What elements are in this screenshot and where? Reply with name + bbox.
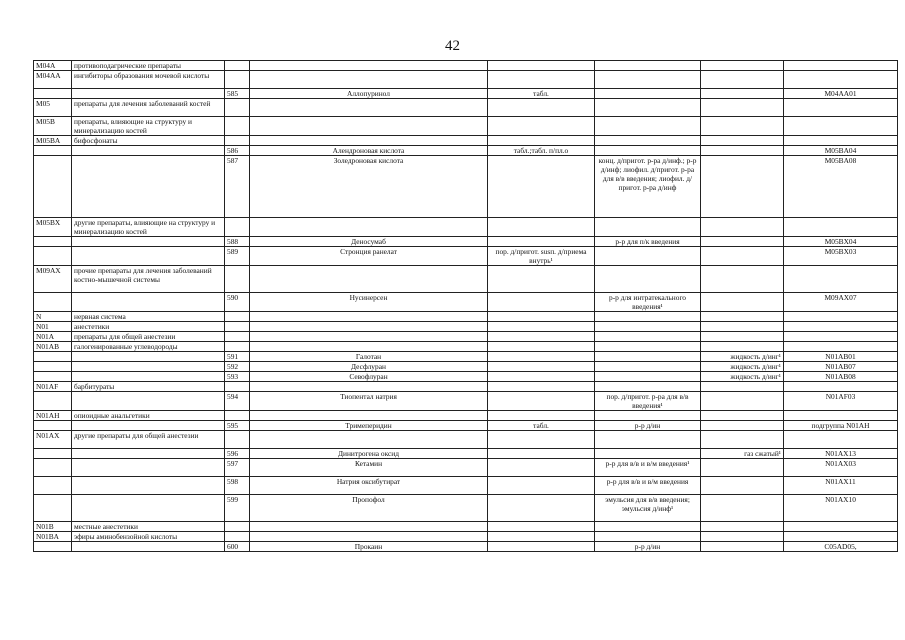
atc-drug-code-cell: N01AX10 — [784, 495, 898, 522]
table-row — [34, 237, 898, 247]
dosage-form-cell — [488, 218, 595, 237]
dosage-form-cell — [488, 266, 595, 293]
atc-drug-code-cell: подгруппа N01AH — [784, 421, 898, 431]
row-number-cell: 595 — [225, 421, 250, 431]
dosage-form-cell — [701, 477, 784, 495]
dosage-form-cell — [701, 382, 784, 392]
row-number-cell: 593 — [225, 372, 250, 382]
dosage-form-cell — [595, 382, 701, 392]
group-name-cell: местные анестетики — [72, 522, 225, 532]
atc-code-cell — [34, 146, 72, 156]
table-row — [34, 293, 898, 312]
atc-drug-code-cell — [784, 411, 898, 421]
dosage-form-cell — [488, 532, 595, 542]
dosage-form-cell — [701, 495, 784, 522]
group-name-cell: препараты, влияющие на структуру и минерализацию костей — [72, 117, 225, 136]
drug-name-cell: Кетамин — [250, 459, 488, 477]
dosage-form-cell — [701, 312, 784, 322]
atc-code-cell — [34, 421, 72, 431]
atc-drug-code-cell: N01AX11 — [784, 477, 898, 495]
row-number-cell — [225, 532, 250, 542]
drug-name-cell — [250, 342, 488, 352]
group-name-cell: бифосфонаты — [72, 136, 225, 146]
dosage-form-cell — [595, 522, 701, 532]
row-number-cell — [225, 117, 250, 136]
atc-drug-code-cell: M05BX04 — [784, 237, 898, 247]
atc-drug-code-cell — [784, 61, 898, 71]
dosage-form-cell — [595, 411, 701, 421]
atc-code-cell: N01AH — [34, 411, 72, 421]
group-name-cell: другие препараты для общей анестезии — [72, 431, 225, 449]
dosage-form-cell — [488, 332, 595, 342]
atc-code-cell — [34, 89, 72, 99]
row-number-cell — [225, 71, 250, 89]
atc-code-cell: N01AF — [34, 382, 72, 392]
dosage-form-cell: пор. д/пригот. susп. д/приема внутрь¹ — [488, 247, 595, 266]
row-number-cell — [225, 382, 250, 392]
dosage-form-cell: конц. д/пригот. р-ра д/инф.; р-р д/инф; лиофил. д/пригот. р-ра для в/в введения; лиофил. д/пригот. р-ра д/инф — [595, 156, 701, 218]
dosage-form-cell — [595, 431, 701, 449]
dosage-form-cell — [488, 322, 595, 332]
group-name-cell — [72, 146, 225, 156]
drug-name-cell: Золедроновая кислота — [250, 156, 488, 218]
drug-name-cell: Пропофол — [250, 495, 488, 522]
dosage-form-cell — [701, 117, 784, 136]
dosage-form-cell — [488, 312, 595, 322]
table-row — [34, 411, 898, 421]
dosage-form-cell: р-р д/ин — [595, 421, 701, 431]
dosage-form-cell — [488, 136, 595, 146]
dosage-form-cell — [595, 312, 701, 322]
table-row — [34, 362, 898, 372]
atc-drug-code-cell: N01AB08 — [784, 372, 898, 382]
group-name-cell — [72, 459, 225, 477]
group-name-cell — [72, 477, 225, 495]
drug-name-cell: Динитрогена оксид — [250, 449, 488, 459]
drug-name-cell — [250, 332, 488, 342]
dosage-form-cell — [488, 522, 595, 532]
dosage-form-cell — [488, 61, 595, 71]
row-number-cell — [225, 99, 250, 117]
atc-code-cell: N01A — [34, 332, 72, 342]
table-row — [34, 146, 898, 156]
dosage-form-cell — [488, 156, 595, 218]
table-row — [34, 156, 898, 218]
dosage-form-cell — [488, 352, 595, 362]
drug-name-cell: Натрия оксибутират — [250, 477, 488, 495]
row-number-cell: 594 — [225, 392, 250, 411]
table-row — [34, 372, 898, 382]
drug-name-cell — [250, 218, 488, 237]
dosage-form-cell — [701, 146, 784, 156]
dosage-form-cell — [488, 293, 595, 312]
atc-drug-code-cell: N01AB07 — [784, 362, 898, 372]
table-row — [34, 382, 898, 392]
atc-drug-code-cell — [784, 322, 898, 332]
row-number-cell — [225, 431, 250, 449]
dosage-form-cell: жидкость д/инг¹ — [701, 362, 784, 372]
atc-drug-code-cell: N01AX03 — [784, 459, 898, 477]
group-name-cell — [72, 293, 225, 312]
dosage-form-cell — [488, 477, 595, 495]
dosage-form-cell — [488, 71, 595, 89]
table-row — [34, 459, 898, 477]
drug-name-cell — [250, 532, 488, 542]
group-name-cell: эфиры аминобензойной кислоты — [72, 532, 225, 542]
atc-drug-code-cell: M05BA04 — [784, 146, 898, 156]
atc-drug-code-cell: C05AD05, — [784, 542, 898, 552]
atc-code-cell: M05B — [34, 117, 72, 136]
group-name-cell — [72, 247, 225, 266]
dosage-form-cell — [595, 136, 701, 146]
atc-drug-code-cell — [784, 266, 898, 293]
page-number: 42 — [445, 38, 460, 54]
dosage-form-cell — [488, 99, 595, 117]
atc-drug-code-cell — [784, 342, 898, 352]
group-name-cell: нервная система — [72, 312, 225, 322]
atc-code-cell: M04A — [34, 61, 72, 71]
drug-name-cell — [250, 117, 488, 136]
table-row — [34, 312, 898, 322]
group-name-cell — [72, 372, 225, 382]
dosage-form-cell — [701, 421, 784, 431]
dosage-form-cell — [488, 237, 595, 247]
group-name-cell: противоподагрические препараты — [72, 61, 225, 71]
drug-name-cell — [250, 61, 488, 71]
atc-drug-code-cell — [784, 382, 898, 392]
atc-code-cell — [34, 362, 72, 372]
atc-code-cell — [34, 477, 72, 495]
group-name-cell: опиоидные анальгетики — [72, 411, 225, 421]
atc-code-cell: N01 — [34, 322, 72, 332]
group-name-cell: анестетики — [72, 322, 225, 332]
group-name-cell — [72, 89, 225, 99]
atc-drug-code-cell: N01AB01 — [784, 352, 898, 362]
atc-code-cell: N01BA — [34, 532, 72, 542]
table-row — [34, 532, 898, 542]
dosage-form-cell — [701, 89, 784, 99]
dosage-form-cell — [701, 71, 784, 89]
atc-drug-code-cell: M05BX03 — [784, 247, 898, 266]
atc-drug-code-cell — [784, 312, 898, 322]
dosage-form-cell — [701, 247, 784, 266]
group-name-cell: другие препараты, влияющие на структуру и минерализацию костей — [72, 218, 225, 237]
dosage-form-cell: р-р д/ин — [595, 542, 701, 552]
table-row — [34, 352, 898, 362]
drug-name-cell — [250, 136, 488, 146]
drug-name-cell: Десфлуран — [250, 362, 488, 372]
table-row — [34, 477, 898, 495]
drug-name-cell: Аллопуринол — [250, 89, 488, 99]
dosage-form-cell — [488, 372, 595, 382]
row-number-cell — [225, 218, 250, 237]
dosage-form-cell — [595, 372, 701, 382]
dosage-form-cell — [701, 293, 784, 312]
dosage-form-cell: эмульсия для в/в введения; эмульсия д/инф¹ — [595, 495, 701, 522]
dosage-form-cell — [595, 61, 701, 71]
atc-code-cell — [34, 293, 72, 312]
atc-code-cell — [34, 542, 72, 552]
atc-code-cell: M05 — [34, 99, 72, 117]
dosage-form-cell — [701, 542, 784, 552]
drug-name-cell — [250, 322, 488, 332]
dosage-form-cell — [488, 495, 595, 522]
drug-name-cell — [250, 312, 488, 322]
atc-drug-code-cell — [784, 332, 898, 342]
dosage-form-cell — [595, 362, 701, 372]
dosage-form-cell — [488, 542, 595, 552]
drug-name-cell: Прокаин — [250, 542, 488, 552]
atc-drug-code-cell — [784, 71, 898, 89]
group-name-cell: прочие препараты для лечения заболеваний костно-мышечной системы — [72, 266, 225, 293]
table-row — [34, 218, 898, 237]
row-number-cell: 589 — [225, 247, 250, 266]
dosage-form-cell — [701, 237, 784, 247]
row-number-cell: 596 — [225, 449, 250, 459]
atc-drug-code-cell — [784, 532, 898, 542]
dosage-form-cell — [488, 431, 595, 449]
dosage-form-cell — [595, 449, 701, 459]
row-number-cell — [225, 411, 250, 421]
dosage-form-cell — [701, 322, 784, 332]
dosage-form-cell — [701, 532, 784, 542]
row-number-cell: 599 — [225, 495, 250, 522]
table-row — [34, 495, 898, 522]
row-number-cell — [225, 332, 250, 342]
atc-drug-code-cell — [784, 99, 898, 117]
dosage-form-cell — [701, 342, 784, 352]
row-number-cell — [225, 312, 250, 322]
dosage-form-cell — [488, 459, 595, 477]
drug-register-table — [33, 60, 898, 552]
group-name-cell — [72, 352, 225, 362]
dosage-form-cell — [701, 431, 784, 449]
dosage-form-cell — [595, 117, 701, 136]
table-row — [34, 136, 898, 146]
table-row — [34, 99, 898, 117]
group-name-cell: ингибиторы образования мочевой кислоты — [72, 71, 225, 89]
dosage-form-cell: пор. д/пригот. р-ра для в/в введения¹ — [595, 392, 701, 411]
drug-name-cell: Севофлуран — [250, 372, 488, 382]
drug-name-cell — [250, 266, 488, 293]
dosage-form-cell — [595, 322, 701, 332]
row-number-cell — [225, 61, 250, 71]
atc-drug-code-cell — [784, 136, 898, 146]
table-row — [34, 89, 898, 99]
group-name-cell — [72, 421, 225, 431]
drug-name-cell: Галотан — [250, 352, 488, 362]
dosage-form-cell — [595, 332, 701, 342]
group-name-cell — [72, 449, 225, 459]
dosage-form-cell — [595, 532, 701, 542]
atc-drug-code-cell: M04AA01 — [784, 89, 898, 99]
table-row — [34, 421, 898, 431]
atc-code-cell: N01AB — [34, 342, 72, 352]
group-name-cell: галогенированные углеводороды — [72, 342, 225, 352]
atc-drug-code-cell: M05BA08 — [784, 156, 898, 218]
atc-drug-code-cell: N01AF03 — [784, 392, 898, 411]
dosage-form-cell — [701, 411, 784, 421]
dosage-form-cell — [701, 218, 784, 237]
dosage-form-cell — [701, 332, 784, 342]
group-name-cell: барбитураты — [72, 382, 225, 392]
atc-code-cell — [34, 459, 72, 477]
dosage-form-cell — [488, 117, 595, 136]
dosage-form-cell: р-р для п/к введения — [595, 237, 701, 247]
atc-drug-code-cell — [784, 431, 898, 449]
drug-name-cell: Тримеперидин — [250, 421, 488, 431]
table-row — [34, 117, 898, 136]
group-name-cell — [72, 392, 225, 411]
row-number-cell: 590 — [225, 293, 250, 312]
dosage-form-cell: р-р для интратекального введения¹ — [595, 293, 701, 312]
table-row — [34, 247, 898, 266]
dosage-form-cell — [701, 61, 784, 71]
atc-code-cell: M05BA — [34, 136, 72, 146]
atc-code-cell: M09AX — [34, 266, 72, 293]
row-number-cell: 598 — [225, 477, 250, 495]
dosage-form-cell — [595, 146, 701, 156]
row-number-cell: 592 — [225, 362, 250, 372]
drug-name-cell — [250, 522, 488, 532]
dosage-form-cell: табл.;табл. п/пл.о — [488, 146, 595, 156]
atc-code-cell — [34, 247, 72, 266]
row-number-cell: 587 — [225, 156, 250, 218]
atc-code-cell: N01B — [34, 522, 72, 532]
dosage-form-cell — [488, 411, 595, 421]
row-number-cell — [225, 322, 250, 332]
atc-drug-code-cell: N01AX13 — [784, 449, 898, 459]
row-number-cell — [225, 266, 250, 293]
drug-name-cell: Стронция ранелат — [250, 247, 488, 266]
group-name-cell — [72, 362, 225, 372]
drug-name-cell: Деносумаб — [250, 237, 488, 247]
drug-name-cell: Нусинерсен — [250, 293, 488, 312]
dosage-form-cell: р-р для в/в и в/м введения — [595, 477, 701, 495]
table-row — [34, 61, 898, 71]
atc-drug-code-cell — [784, 522, 898, 532]
group-name-cell — [72, 237, 225, 247]
atc-code-cell — [34, 449, 72, 459]
dosage-form-cell — [701, 156, 784, 218]
dosage-form-cell — [595, 342, 701, 352]
dosage-form-cell — [595, 99, 701, 117]
drug-name-cell — [250, 411, 488, 421]
atc-code-cell — [34, 156, 72, 218]
drug-name-cell: Тиопентал натрия — [250, 392, 488, 411]
table-row — [34, 266, 898, 293]
row-number-cell: 600 — [225, 542, 250, 552]
table-row — [34, 542, 898, 552]
table-row — [34, 449, 898, 459]
dosage-form-cell — [595, 266, 701, 293]
table-row — [34, 431, 898, 449]
row-number-cell: 588 — [225, 237, 250, 247]
dosage-form-cell — [488, 449, 595, 459]
dosage-form-cell — [595, 352, 701, 362]
drug-name-cell — [250, 431, 488, 449]
row-number-cell: 586 — [225, 146, 250, 156]
dosage-form-cell — [595, 247, 701, 266]
dosage-form-cell — [701, 522, 784, 532]
dosage-form-cell — [488, 382, 595, 392]
group-name-cell — [72, 495, 225, 522]
atc-code-cell: N — [34, 312, 72, 322]
atc-code-cell: N01AX — [34, 431, 72, 449]
atc-code-cell — [34, 495, 72, 522]
row-number-cell — [225, 522, 250, 532]
drug-name-cell — [250, 99, 488, 117]
dosage-form-cell — [488, 392, 595, 411]
dosage-form-cell: жидкость д/инг¹ — [701, 372, 784, 382]
dosage-form-cell: газ сжатый¹ — [701, 449, 784, 459]
row-number-cell — [225, 342, 250, 352]
drug-name-cell — [250, 71, 488, 89]
dosage-form-cell: табл. — [488, 421, 595, 431]
table-row — [34, 71, 898, 89]
table-row — [34, 342, 898, 352]
dosage-form-cell — [701, 392, 784, 411]
dosage-form-cell: табл. — [488, 89, 595, 99]
dosage-form-cell — [701, 459, 784, 477]
drug-name-cell — [250, 382, 488, 392]
atc-code-cell — [34, 392, 72, 411]
atc-code-cell: M05BX — [34, 218, 72, 237]
drug-name-cell: Алендроновая кислота — [250, 146, 488, 156]
group-name-cell — [72, 542, 225, 552]
row-number-cell: 591 — [225, 352, 250, 362]
dosage-form-cell — [595, 89, 701, 99]
dosage-form-cell — [488, 362, 595, 372]
table-row — [34, 392, 898, 411]
atc-code-cell — [34, 237, 72, 247]
table-row — [34, 522, 898, 532]
group-name-cell: препараты для лечения заболеваний костей — [72, 99, 225, 117]
atc-drug-code-cell — [784, 218, 898, 237]
group-name-cell: препараты для общей анестезии — [72, 332, 225, 342]
atc-code-cell — [34, 372, 72, 382]
atc-code-cell — [34, 352, 72, 362]
row-number-cell: 597 — [225, 459, 250, 477]
table-row — [34, 322, 898, 332]
dosage-form-cell: р-р для в/в и в/м введения¹ — [595, 459, 701, 477]
dosage-form-cell — [595, 71, 701, 89]
dosage-form-cell — [595, 218, 701, 237]
row-number-cell — [225, 136, 250, 146]
atc-code-cell: M04AA — [34, 71, 72, 89]
row-number-cell: 585 — [225, 89, 250, 99]
atc-drug-code-cell: M09AX07 — [784, 293, 898, 312]
dosage-form-cell: жидкость д/инг¹ — [701, 352, 784, 362]
atc-drug-code-cell — [784, 117, 898, 136]
table-row — [34, 332, 898, 342]
group-name-cell — [72, 156, 225, 218]
dosage-form-cell — [701, 99, 784, 117]
dosage-form-cell — [701, 136, 784, 146]
dosage-form-cell — [488, 342, 595, 352]
dosage-form-cell — [701, 266, 784, 293]
